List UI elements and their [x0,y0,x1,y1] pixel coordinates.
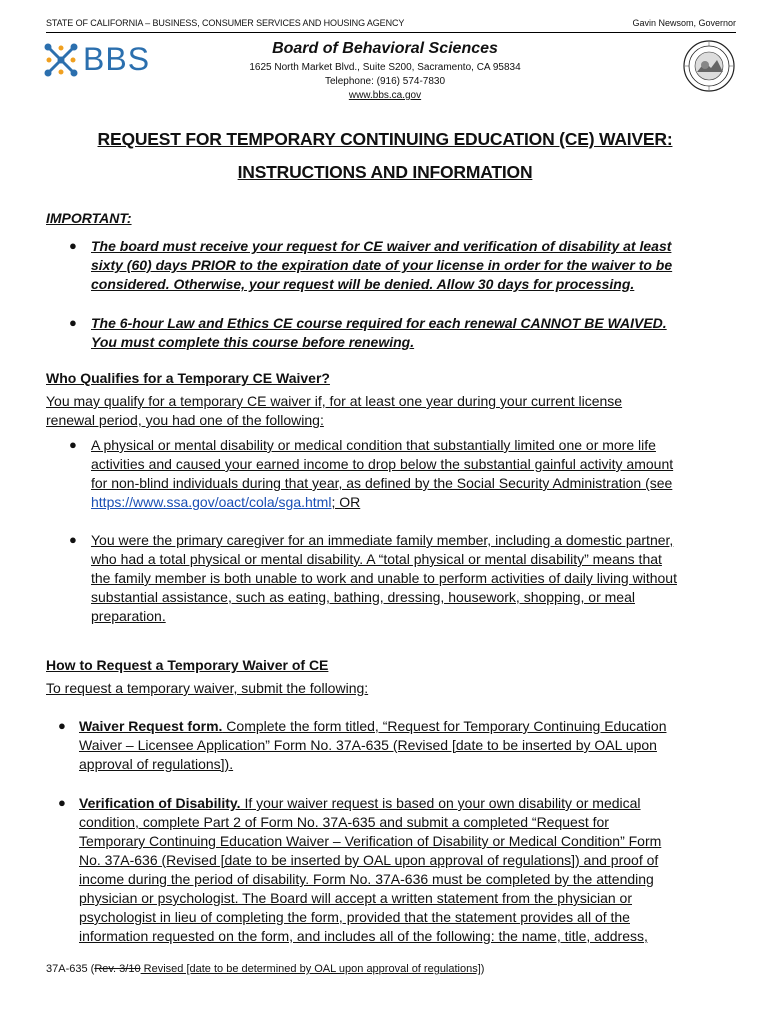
struck-revision: Rev. 3/10 [94,963,141,975]
bullet-icon: ● [58,795,66,810]
agency-name: STATE OF CALIFORNIA – BUSINESS, CONSUMER SERVICES AND HOUSING AGENCY [46,18,405,28]
waiver-form-label: Waiver Request form. [79,718,223,734]
qualifies-intro: You may qualify for a temporary CE waiver if, for at least one year during your current license renewal period, you had one of the following: [46,393,623,428]
board-address: 1625 North Market Blvd., Suite S200, Sacramento, CA 95834 [249,62,521,73]
qualifies-heading: Who Qualifies for a Temporary CE Waiver? [46,370,330,386]
request-heading: How to Request a Temporary Waiver of CE [46,657,329,673]
bullet-icon: ● [69,315,77,330]
board-website-link[interactable]: www.bbs.ca.gov [348,90,422,101]
important-bullet-2: The 6-hour Law and Ethics CE course required for each renewal CANNOT BE WAIVED. You must complete this course before renewing. [91,315,667,350]
title-line-1: REQUEST FOR TEMPORARY CONTINUING EDUCATION (CE) WAIVER: [97,129,673,149]
state-seal-icon [683,40,735,92]
title-line-2: INSTRUCTIONS AND INFORMATION [237,162,533,182]
ssa-link[interactable]: https://www.ssa.gov/oact/cola/sga.html [91,494,332,510]
bullet-icon: ● [58,718,66,733]
request-item-verification: Verification of Disability. If your waiver request is based on your own disability or medical condition, complete Part 2 of Form No. 37A-635 and submit a completed “Request for Temporary Continuing Education Waiver – Verification of Disability or Medical Condition” Form No. 37A-636 (Revised [date to be inserted by OAL upon approval of regulations]) and proof of income during the period of disability. Form No. 37A-636 must be completed by the attending physician or psychologist. The Board will accept a written statement from the physician or psychologist in lieu of completing the form, provided that the statement provides all of the information requested on the form, and includes all of the following: the name, title, address, [79,795,662,944]
governor-name: Gavin Newsom, Governor [632,18,736,28]
board-telephone: Telephone: (916) 574-7830 [324,76,446,87]
request-intro: To request a temporary waiver, submit the following: [46,680,369,696]
agency-header-bar [46,15,736,33]
important-heading: IMPORTANT: [46,210,132,226]
qualifies-bullet-1: A physical or mental disability or medical condition that substantially limited one or more life activities and caused your earned income to drop below the substantial gainful activity amount for non-blind individuals during that year, as defined by the Social Security Administration (see https://www.ssa.gov/oact/cola/sga.html; OR [91,437,674,510]
logo-text: BBS [83,41,151,77]
verification-label: Verification of Disability. [79,795,241,811]
form-footer: 37A-635 (Rev. 3/10 Revised [date to be determined by OAL upon approval of regulations]) [46,963,485,975]
revised-note: Revised [date to be determined by OAL upon approval of regulations] [140,963,481,975]
request-item-waiver-form: Waiver Request form. Complete the form titled, “Request for Temporary Continuing Education Waiver – Licensee Application” Form No. 37A-635 (Revised [date to be inserted by OAL upon approval of regulations]). [79,718,667,772]
important-bullet-1: The board must receive your request for CE waiver and verification of disability at least sixty (60) days PRIOR to the expiration date of your license in order for the waiver to be considered. Otherwise, your request will be denied. Allow 30 days for processing. [91,238,673,292]
bullet-icon: ● [69,532,77,547]
bullet-icon: ● [69,437,77,452]
bullet-icon: ● [69,238,77,253]
qualifies-bullet-2: You were the primary caregiver for an immediate family member, including a domestic partner, who had a total physical or mental disability. A “total physical or mental disability” means that the family member is both unable to work and unable to perform activities of daily living without substantial assistance, such as eating, bathing, dressing, housework, shopping, or meal preparation. [91,532,677,624]
board-name: Board of Behavioral Sciences [272,40,498,57]
